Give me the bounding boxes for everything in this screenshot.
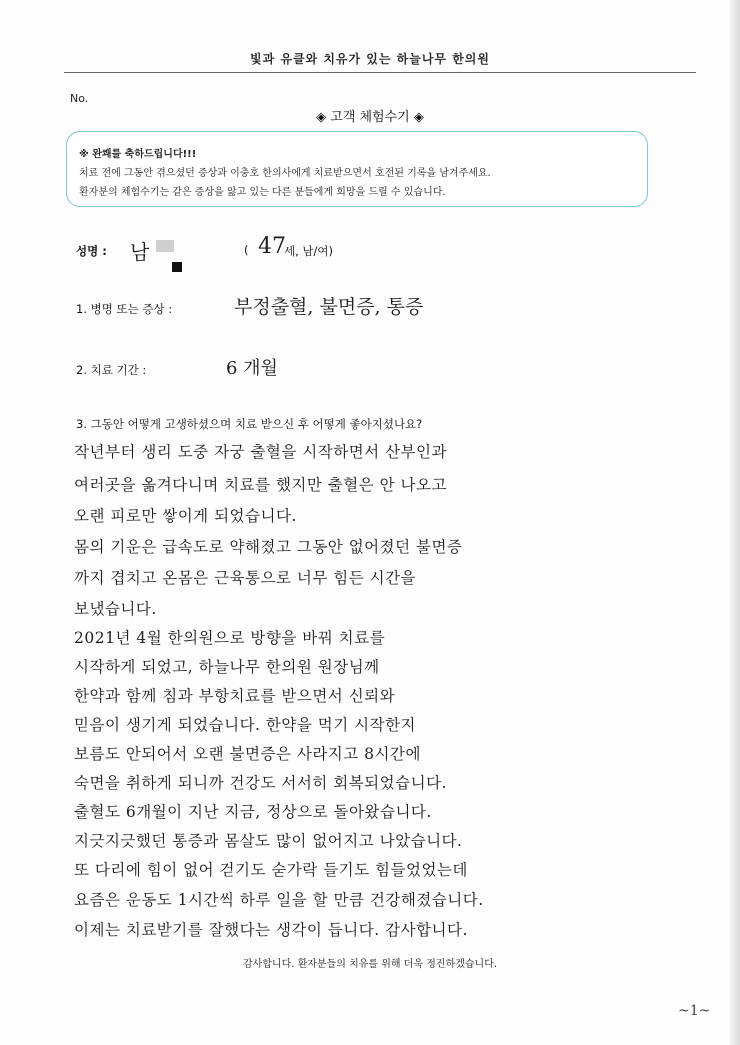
- testimonial-line: 오랜 피로만 쌓이게 되었습니다.: [74, 507, 297, 525]
- age-suffix: 세, 남/여): [284, 244, 333, 258]
- q1-answer: 부정출혈, 불면증, 통증: [234, 296, 424, 318]
- notice-line-1: ※ 완쾌를 축하드립니다!!!: [79, 149, 197, 160]
- testimonial-line: 또 다리에 힘이 없어 걷기도 숟가락 들기도 힘들었었는데: [74, 861, 468, 879]
- notice-line-2: 치료 전에 그동안 겪으셨던 증상과 이충호 한의사에게 치료받으면서 호전된 기록을 남겨주세요.: [79, 168, 491, 179]
- testimonial-line: 이제는 치료받기를 잘했다는 생각이 듭니다. 감사합니다.: [74, 921, 468, 939]
- testimonial-line: 여러곳을 옮겨다니며 치료를 했지만 출혈은 안 나오고: [74, 476, 447, 494]
- q1-label: 1. 병명 또는 증상 :: [76, 302, 173, 316]
- testimonial-line: 2021년 4월 한의원으로 방향을 바꿔 치료를: [74, 629, 386, 647]
- clinic-header: 빛과 유클와 치유가 있는 하늘나무 한의원: [250, 52, 490, 66]
- testimonial-line: 시작하게 되었고, 하늘나무 한의원 원장님께: [74, 658, 380, 676]
- name-label: 성명 :: [76, 244, 107, 258]
- age-value: 47: [258, 234, 286, 259]
- form-number-label: No.: [70, 92, 89, 105]
- q3-label: 3. 그동안 어떻게 고생하셨으며 치료 받으신 후 어떻게 좋아지셨나요?: [76, 417, 423, 431]
- testimonial-line: 한약과 함께 침과 부항치료를 받으면서 신뢰와: [74, 687, 396, 705]
- testimonial-line: 요즘은 운동도 1시간씩 하루 일을 할 만큼 건강해졌습니다.: [74, 891, 484, 909]
- testimonial-line: 까지 겹치고 온몸은 근육통으로 너무 힘든 시간을: [74, 569, 417, 587]
- testimonial-line: 보냈습니다.: [74, 600, 157, 618]
- name-value: 남: [130, 240, 150, 264]
- testimonial-line: 보름도 안되어서 오랜 불면증은 사라지고 8시간에: [74, 745, 421, 763]
- testimonial-line: 믿음이 생기게 되었습니다. 한약을 먹기 시작한지: [74, 716, 417, 734]
- testimonial-line: 작년부터 생리 도중 자궁 출혈을 시작하면서 산부인과: [74, 443, 447, 461]
- name-redaction-light: [156, 240, 174, 252]
- testimonial-line: 몸의 기운은 급속도로 약해졌고 그동안 없어졌던 불면증: [74, 538, 463, 556]
- testimonial-line: 지긋지긋했던 통증과 몸살도 많이 없어지고 나았습니다.: [74, 832, 463, 850]
- q2-label: 2. 치료 기간 :: [76, 363, 147, 377]
- age-open-paren: (: [244, 243, 249, 257]
- footer-thanks: 감사합니다. 환자분들의 치유를 위해 더욱 정진하겠습니다.: [242, 959, 498, 970]
- notice-line-3: 환자분의 체험수기는 같은 증상을 앓고 있는 다른 분들에게 희망을 드릴 수 있습니다.: [79, 187, 446, 198]
- page-mark: ~1~: [678, 1003, 711, 1019]
- form-title: ◈ 고객 체험수기 ◈: [316, 110, 424, 125]
- testimonial-line: 출혈도 6개월이 지난 지금, 정상으로 돌아왔습니다.: [74, 803, 432, 821]
- scan-edge: [730, 0, 740, 1045]
- notice-box: [66, 131, 648, 207]
- testimonial-line: 숙면을 취하게 되니까 건강도 서서히 회복되었습니다.: [74, 774, 447, 792]
- q2-answer: 6 개월: [226, 358, 278, 379]
- header-divider: [64, 72, 696, 73]
- name-redaction: [172, 262, 182, 272]
